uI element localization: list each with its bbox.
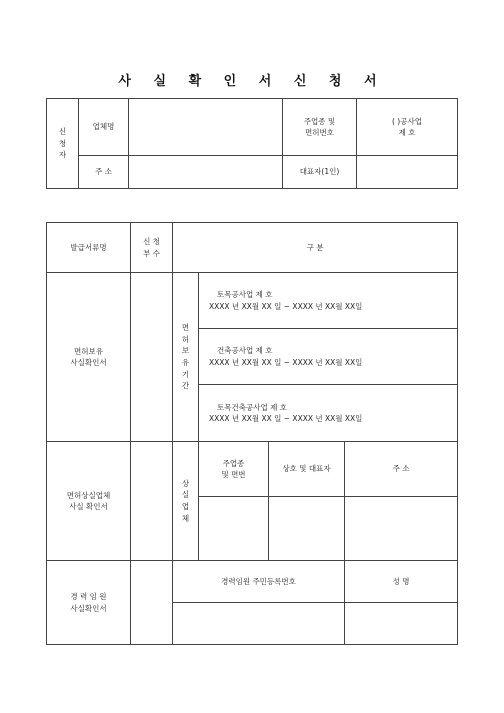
- representative-field[interactable]: [357, 156, 458, 189]
- lost-doc-name: 면허상실업체 사실 확인서: [47, 442, 131, 561]
- lost-header-registration: 주업종 및 면번: [199, 442, 269, 497]
- company-name-label: 업체명: [79, 99, 129, 156]
- license-copies-field[interactable]: [131, 273, 173, 442]
- exec-header-id: 경력임원 주민등록번호: [173, 561, 345, 603]
- applicant-side-label: 신 청 자: [47, 99, 79, 189]
- exec-name-field[interactable]: [345, 603, 458, 645]
- lost-header-address: 주 소: [345, 442, 458, 497]
- header-doc-name: 발급서류명: [47, 223, 131, 273]
- representative-label: 대표자(1인): [283, 156, 357, 189]
- license-period-row[interactable]: 건축공사업 제 호 XXXX 년 XX월 XX 일 ~ XXXX 년 XX월 XX일: [199, 329, 458, 385]
- lost-registration-field[interactable]: [199, 497, 269, 561]
- registration-field[interactable]: ( )공사업 제 호: [357, 99, 458, 156]
- license-period-label: 면 허 보 유 기 간: [173, 273, 199, 442]
- exec-id-field[interactable]: [173, 603, 345, 645]
- company-name-field[interactable]: [129, 99, 283, 156]
- main-table: [46, 222, 458, 645]
- lost-address-field[interactable]: [345, 497, 458, 561]
- registration-label: 주업종 및 면허번호: [283, 99, 357, 156]
- license-period-row[interactable]: 토목건축공사업 제 호 XXXX 년 XX월 XX 일 ~ XXXX 년 XX월 XX일: [199, 385, 458, 442]
- lost-name-field[interactable]: [269, 497, 345, 561]
- license-doc-name: 면허보유 사실확인서: [47, 273, 131, 442]
- exec-doc-name: 경 력 임 원 사실확인서: [47, 561, 131, 645]
- exec-copies-field[interactable]: [131, 561, 173, 645]
- address-label: 주 소: [79, 156, 129, 189]
- address-field[interactable]: [129, 156, 283, 189]
- applicant-table: [46, 98, 458, 189]
- lost-header-name: 상호 및 대표자: [269, 442, 345, 497]
- license-period-row[interactable]: 토목공사업 제 호 XXXX 년 XX월 XX 일 ~ XXXX 년 XX월 XX일: [199, 273, 458, 329]
- lost-company-label: 상 실 업 체: [173, 442, 199, 561]
- lost-copies-field[interactable]: [131, 442, 173, 561]
- page-title: 사 실 확 인 서 신 청 서: [118, 74, 386, 89]
- header-category: 구 분: [173, 223, 458, 273]
- header-copies: 신 청 부 수: [131, 223, 173, 273]
- exec-header-name: 성 명: [345, 561, 458, 603]
